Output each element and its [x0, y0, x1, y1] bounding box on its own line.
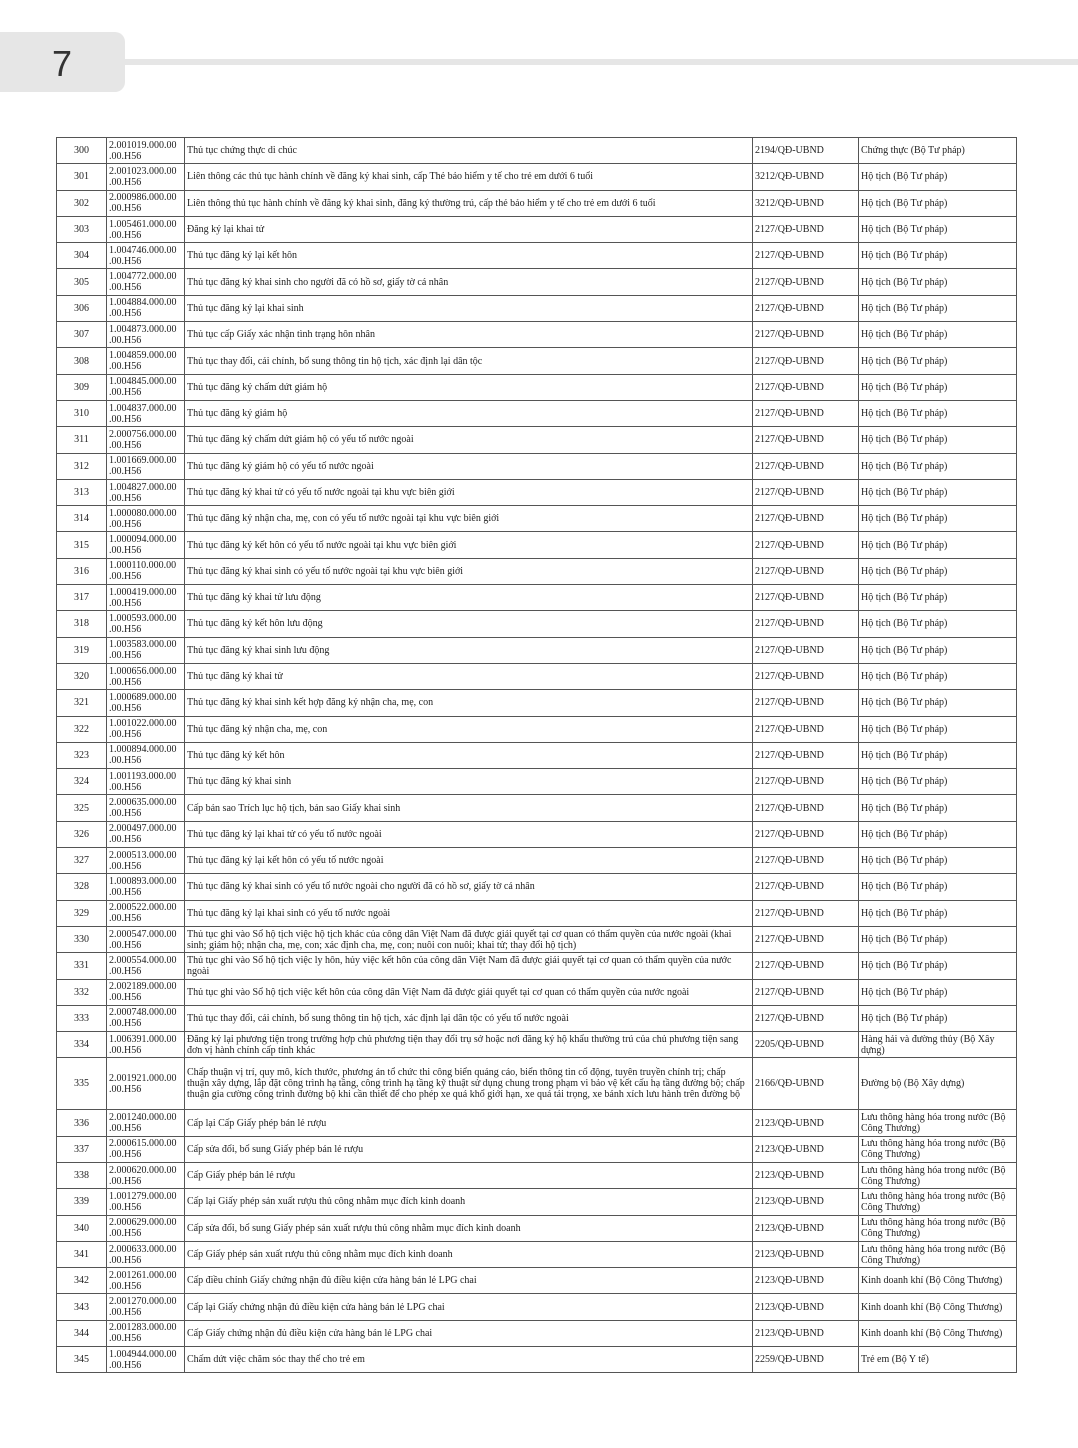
decision-number: 2127/QĐ-UBND — [753, 506, 859, 532]
procedure-field: Kinh doanh khí (Bộ Công Thương) — [859, 1320, 1017, 1346]
row-number: 306 — [57, 295, 107, 321]
procedure-name: Cấp lại Giấy chứng nhận đủ điều kiện cửa hàng bán lẻ LPG chai — [185, 1294, 753, 1320]
procedure-name: Cấp sửa đổi, bổ sung Giấy phép bán lẻ rượu — [185, 1136, 753, 1162]
procedure-field: Hộ tịch (Bộ Tư pháp) — [859, 926, 1017, 952]
procedure-name: Đăng ký lại khai tử — [185, 216, 753, 242]
procedure-field: Hộ tịch (Bộ Tư pháp) — [859, 690, 1017, 716]
procedure-name: Thủ tục thay đổi, cải chính, bổ sung thông tin hộ tịch, xác định lại dân tộc — [185, 348, 753, 374]
table-row — [57, 374, 1017, 400]
procedure-field: Hộ tịch (Bộ Tư pháp) — [859, 953, 1017, 979]
procedure-field: Hộ tịch (Bộ Tư pháp) — [859, 479, 1017, 505]
row-number: 315 — [57, 532, 107, 558]
procedure-field: Lưu thông hàng hóa trong nước (Bộ Công Thương) — [859, 1241, 1017, 1267]
procedure-name: Thủ tục đăng ký khai sinh có yếu tố nước ngoài tại khu vực biên giới — [185, 558, 753, 584]
procedure-name: Chấm dứt việc chăm sóc thay thế cho trẻ em — [185, 1347, 753, 1373]
procedure-code: 1.000656.000.00 .00.H56 — [107, 663, 185, 689]
table-row — [57, 1294, 1017, 1320]
table-row — [57, 611, 1017, 637]
decision-number: 2123/QĐ-UBND — [753, 1215, 859, 1241]
procedure-code: 2.000547.000.00 .00.H56 — [107, 926, 185, 952]
procedure-name: Thủ tục đăng ký kết hôn lưu động — [185, 611, 753, 637]
procedure-code: 1.004772.000.00 .00.H56 — [107, 269, 185, 295]
table-row — [57, 690, 1017, 716]
procedure-name: Liên thông thủ tục hành chính về đăng ký khai sinh, đăng ký thường trú, cấp thẻ bảo hiểm y tế cho trẻ em dưới 6 tuổi — [185, 190, 753, 216]
decision-number: 2259/QĐ-UBND — [753, 1347, 859, 1373]
procedure-name: Thủ tục cấp Giấy xác nhận tình trạng hôn nhân — [185, 322, 753, 348]
decision-number: 2127/QĐ-UBND — [753, 243, 859, 269]
procedure-field: Hộ tịch (Bộ Tư pháp) — [859, 216, 1017, 242]
procedure-field: Hộ tịch (Bộ Tư pháp) — [859, 1005, 1017, 1031]
row-number: 343 — [57, 1294, 107, 1320]
row-number: 310 — [57, 400, 107, 426]
row-number: 322 — [57, 716, 107, 742]
procedure-field: Hộ tịch (Bộ Tư pháp) — [859, 821, 1017, 847]
table-row — [57, 400, 1017, 426]
procedure-name: Thủ tục đăng ký nhận cha, mẹ, con có yếu tố nước ngoài tại khu vực biên giới — [185, 506, 753, 532]
procedure-name: Thủ tục đăng ký lại khai sinh có yếu tố nước ngoài — [185, 900, 753, 926]
decision-number: 2123/QĐ-UBND — [753, 1189, 859, 1215]
table-row — [57, 769, 1017, 795]
procedure-code: 2.000554.000.00 .00.H56 — [107, 953, 185, 979]
table-row — [57, 821, 1017, 847]
table-row — [57, 637, 1017, 663]
row-number: 333 — [57, 1005, 107, 1031]
row-number: 345 — [57, 1347, 107, 1373]
row-number: 309 — [57, 374, 107, 400]
table-row — [57, 953, 1017, 979]
table-row — [57, 453, 1017, 479]
table-row — [57, 1058, 1017, 1110]
procedure-name: Thủ tục đăng ký khai sinh kết hợp đăng ký nhận cha, mẹ, con — [185, 690, 753, 716]
procedure-field: Lưu thông hàng hóa trong nước (Bộ Công Thương) — [859, 1110, 1017, 1136]
row-number: 300 — [57, 138, 107, 164]
procedure-name: Cấp lại Cấp Giấy phép bán lẻ rượu — [185, 1110, 753, 1136]
procedure-name: Thủ tục đăng ký lại kết hôn có yếu tố nước ngoài — [185, 848, 753, 874]
decision-number: 2127/QĐ-UBND — [753, 269, 859, 295]
row-number: 314 — [57, 506, 107, 532]
procedure-field: Lưu thông hàng hóa trong nước (Bộ Công Thương) — [859, 1189, 1017, 1215]
row-number: 325 — [57, 795, 107, 821]
decision-number: 2123/QĐ-UBND — [753, 1294, 859, 1320]
procedure-field: Trẻ em (Bộ Y tế) — [859, 1347, 1017, 1373]
procedure-code: 2.001270.000.00 .00.H56 — [107, 1294, 185, 1320]
decision-number: 2127/QĐ-UBND — [753, 663, 859, 689]
procedure-code: 1.005461.000.00 .00.H56 — [107, 216, 185, 242]
procedure-code: 2.000633.000.00 .00.H56 — [107, 1241, 185, 1267]
procedure-code: 2.000748.000.00 .00.H56 — [107, 1005, 185, 1031]
procedure-field: Hộ tịch (Bộ Tư pháp) — [859, 585, 1017, 611]
procedure-code: 1.004944.000.00 .00.H56 — [107, 1347, 185, 1373]
procedure-name: Thủ tục thay đổi, cải chính, bổ sung thông tin hộ tịch, xác định lại dân tộc có yếu tố nước ngoài — [185, 1005, 753, 1031]
procedure-code: 1.000893.000.00 .00.H56 — [107, 874, 185, 900]
procedure-field: Hộ tịch (Bộ Tư pháp) — [859, 848, 1017, 874]
row-number: 301 — [57, 164, 107, 190]
row-number: 313 — [57, 479, 107, 505]
row-number: 334 — [57, 1032, 107, 1058]
row-number: 312 — [57, 453, 107, 479]
table-row — [57, 1032, 1017, 1058]
decision-number: 2123/QĐ-UBND — [753, 1110, 859, 1136]
row-number: 317 — [57, 585, 107, 611]
table-row — [57, 138, 1017, 164]
row-number: 330 — [57, 926, 107, 952]
procedure-name: Thủ tục đăng ký nhận cha, mẹ, con — [185, 716, 753, 742]
decision-number: 2127/QĐ-UBND — [753, 611, 859, 637]
decision-number: 2127/QĐ-UBND — [753, 821, 859, 847]
row-number: 319 — [57, 637, 107, 663]
row-number: 320 — [57, 663, 107, 689]
procedure-field: Kinh doanh khí (Bộ Công Thương) — [859, 1268, 1017, 1294]
procedure-name: Thủ tục đăng ký khai sinh — [185, 769, 753, 795]
decision-number: 2127/QĐ-UBND — [753, 216, 859, 242]
procedure-field: Hộ tịch (Bộ Tư pháp) — [859, 874, 1017, 900]
table-row — [57, 190, 1017, 216]
row-number: 323 — [57, 742, 107, 768]
procedure-name: Thủ tục ghi vào Sổ hộ tịch việc kết hôn của công dân Việt Nam đã được giải quyết tại cơ quan có thẩm quyền của nước ngoài — [185, 979, 753, 1005]
decision-number: 2127/QĐ-UBND — [753, 585, 859, 611]
row-number: 331 — [57, 953, 107, 979]
decision-number: 2127/QĐ-UBND — [753, 690, 859, 716]
procedure-code: 1.004746.000.00 .00.H56 — [107, 243, 185, 269]
row-number: 326 — [57, 821, 107, 847]
table-row — [57, 742, 1017, 768]
procedures-table-body — [57, 138, 1017, 1373]
procedure-field: Hộ tịch (Bộ Tư pháp) — [859, 295, 1017, 321]
procedure-name: Cấp Giấy phép bán lẻ rượu — [185, 1162, 753, 1188]
row-number: 329 — [57, 900, 107, 926]
row-number: 328 — [57, 874, 107, 900]
row-number: 342 — [57, 1268, 107, 1294]
decision-number: 2123/QĐ-UBND — [753, 1268, 859, 1294]
decision-number: 2123/QĐ-UBND — [753, 1162, 859, 1188]
row-number: 340 — [57, 1215, 107, 1241]
procedure-code: 2.000629.000.00 .00.H56 — [107, 1215, 185, 1241]
procedure-field: Hộ tịch (Bộ Tư pháp) — [859, 400, 1017, 426]
decision-number: 2127/QĐ-UBND — [753, 427, 859, 453]
procedure-code: 2.000986.000.00 .00.H56 — [107, 190, 185, 216]
procedure-code: 1.000593.000.00 .00.H56 — [107, 611, 185, 637]
procedure-name: Thủ tục đăng ký khai tử có yếu tố nước ngoài tại khu vực biên giới — [185, 479, 753, 505]
procedure-field: Hộ tịch (Bộ Tư pháp) — [859, 532, 1017, 558]
decision-number: 2127/QĐ-UBND — [753, 716, 859, 742]
table-row — [57, 1320, 1017, 1346]
header-rule — [125, 59, 1078, 65]
procedure-code: 1.001669.000.00 .00.H56 — [107, 453, 185, 479]
procedure-name: Thủ tục đăng ký giám hộ có yếu tố nước ngoài — [185, 453, 753, 479]
procedure-field: Lưu thông hàng hóa trong nước (Bộ Công Thương) — [859, 1136, 1017, 1162]
procedure-code: 2.000513.000.00 .00.H56 — [107, 848, 185, 874]
procedure-name: Thủ tục ghi vào Sổ hộ tịch việc hộ tịch khác của công dân Việt Nam đã được giải quyết tại cơ quan có thẩm quyền của nước ngoài (khai sinh; giám hộ; nhận cha, mẹ, con; xác định cha, mẹ, con; nuôi con nuôi; khai tử; thay đổi hộ tịch) — [185, 926, 753, 952]
procedure-code: 1.001022.000.00 .00.H56 — [107, 716, 185, 742]
row-number: 302 — [57, 190, 107, 216]
procedure-code: 1.003583.000.00 .00.H56 — [107, 637, 185, 663]
procedure-code: 1.004837.000.00 .00.H56 — [107, 400, 185, 426]
procedure-name: Cấp lại Giấy phép sản xuất rượu thủ công nhằm mục đích kinh doanh — [185, 1189, 753, 1215]
decision-number: 2166/QĐ-UBND — [753, 1058, 859, 1110]
decision-number: 2123/QĐ-UBND — [753, 1320, 859, 1346]
decision-number: 3212/QĐ-UBND — [753, 164, 859, 190]
table-row — [57, 216, 1017, 242]
procedure-code: 2.000497.000.00 .00.H56 — [107, 821, 185, 847]
decision-number: 2127/QĐ-UBND — [753, 479, 859, 505]
row-number: 308 — [57, 348, 107, 374]
procedure-code: 1.000094.000.00 .00.H56 — [107, 532, 185, 558]
procedure-name: Thủ tục đăng ký khai sinh có yếu tố nước ngoài cho người đã có hồ sơ, giấy tờ cá nhân — [185, 874, 753, 900]
procedure-name: Thủ tục đăng ký lại kết hôn — [185, 243, 753, 269]
table-row — [57, 558, 1017, 584]
table-row — [57, 1136, 1017, 1162]
procedure-field: Hộ tịch (Bộ Tư pháp) — [859, 348, 1017, 374]
decision-number: 2127/QĐ-UBND — [753, 558, 859, 584]
procedure-field: Hộ tịch (Bộ Tư pháp) — [859, 506, 1017, 532]
table-row — [57, 269, 1017, 295]
table-row — [57, 1110, 1017, 1136]
decision-number: 2194/QĐ-UBND — [753, 138, 859, 164]
decision-number: 2127/QĐ-UBND — [753, 953, 859, 979]
procedure-name: Liên thông các thủ tục hành chính về đăng ký khai sinh, cấp Thẻ bảo hiểm y tế cho trẻ em dưới 6 tuổi — [185, 164, 753, 190]
procedure-code: 1.000080.000.00 .00.H56 — [107, 506, 185, 532]
procedure-name: Thủ tục đăng ký kết hôn có yếu tố nước ngoài tại khu vực biên giới — [185, 532, 753, 558]
table-row — [57, 1241, 1017, 1267]
procedure-name: Cấp sửa đổi, bổ sung Giấy phép sản xuất rượu thủ công nhằm mục đích kinh doanh — [185, 1215, 753, 1241]
procedure-name: Thủ tục đăng ký chấm dứt giám hộ — [185, 374, 753, 400]
row-number: 316 — [57, 558, 107, 584]
procedure-field: Lưu thông hàng hóa trong nước (Bộ Công Thương) — [859, 1215, 1017, 1241]
table-row — [57, 348, 1017, 374]
procedure-name: Thủ tục đăng ký khai sinh cho người đã có hồ sơ, giấy tờ cá nhân — [185, 269, 753, 295]
procedure-code: 1.004873.000.00 .00.H56 — [107, 322, 185, 348]
decision-number: 2127/QĐ-UBND — [753, 322, 859, 348]
table-row — [57, 663, 1017, 689]
table-row — [57, 295, 1017, 321]
procedure-code: 1.000894.000.00 .00.H56 — [107, 742, 185, 768]
decision-number: 2127/QĐ-UBND — [753, 742, 859, 768]
table-row — [57, 716, 1017, 742]
procedure-name: Thủ tục đăng ký lại khai sinh — [185, 295, 753, 321]
procedure-name: Thủ tục đăng ký kết hôn — [185, 742, 753, 768]
row-number: 327 — [57, 848, 107, 874]
row-number: 336 — [57, 1110, 107, 1136]
decision-number: 2127/QĐ-UBND — [753, 1005, 859, 1031]
procedure-field: Chứng thực (Bộ Tư pháp) — [859, 138, 1017, 164]
decision-number: 2127/QĐ-UBND — [753, 348, 859, 374]
table-row — [57, 532, 1017, 558]
procedure-name: Thủ tục đăng ký giám hộ — [185, 400, 753, 426]
procedure-name: Đăng ký lại phương tiện trong trường hợp chủ phương tiện thay đổi trụ sở hoặc nơi đăng ký hộ khẩu thường trú của chủ phương tiện sang đơn vị hành chính cấp tỉnh khác — [185, 1032, 753, 1058]
procedure-name: Thủ tục đăng ký lại khai tử có yếu tố nước ngoài — [185, 821, 753, 847]
procedure-field: Hộ tịch (Bộ Tư pháp) — [859, 322, 1017, 348]
table-row — [57, 585, 1017, 611]
decision-number: 2127/QĐ-UBND — [753, 532, 859, 558]
decision-number: 2127/QĐ-UBND — [753, 795, 859, 821]
procedure-field: Hộ tịch (Bộ Tư pháp) — [859, 453, 1017, 479]
table-row — [57, 979, 1017, 1005]
procedure-name: Cấp điều chỉnh Giấy chứng nhận đủ điều kiện cửa hàng bán lẻ LPG chai — [185, 1268, 753, 1294]
decision-number: 2127/QĐ-UBND — [753, 374, 859, 400]
decision-number: 2127/QĐ-UBND — [753, 637, 859, 663]
row-number: 337 — [57, 1136, 107, 1162]
procedure-code: 2.001283.000.00 .00.H56 — [107, 1320, 185, 1346]
table-row — [57, 506, 1017, 532]
decision-number: 2127/QĐ-UBND — [753, 900, 859, 926]
procedure-code: 2.000615.000.00 .00.H56 — [107, 1136, 185, 1162]
table-row — [57, 164, 1017, 190]
procedure-name: Thủ tục chứng thực di chúc — [185, 138, 753, 164]
row-number: 332 — [57, 979, 107, 1005]
table-row — [57, 427, 1017, 453]
row-number: 335 — [57, 1058, 107, 1110]
decision-number: 2127/QĐ-UBND — [753, 979, 859, 1005]
procedure-field: Hộ tịch (Bộ Tư pháp) — [859, 769, 1017, 795]
row-number: 341 — [57, 1241, 107, 1267]
decision-number: 2127/QĐ-UBND — [753, 453, 859, 479]
procedure-code: 1.004845.000.00 .00.H56 — [107, 374, 185, 400]
procedure-code: 2.000620.000.00 .00.H56 — [107, 1162, 185, 1188]
table-row — [57, 926, 1017, 952]
table-row — [57, 1268, 1017, 1294]
row-number: 303 — [57, 216, 107, 242]
procedure-name: Thủ tục đăng ký khai sinh lưu động — [185, 637, 753, 663]
procedure-field: Hộ tịch (Bộ Tư pháp) — [859, 742, 1017, 768]
table-row — [57, 1215, 1017, 1241]
procedure-code: 1.006391.000.00 .00.H56 — [107, 1032, 185, 1058]
decision-number: 2127/QĐ-UBND — [753, 769, 859, 795]
procedure-code: 2.001023.000.00 .00.H56 — [107, 164, 185, 190]
procedure-name: Chấp thuận vị trí, quy mô, kích thước, phương án tổ chức thi công biển quảng cáo, biển thông tin cổ động, tuyên truyền chính trị; chấp thuận xây dựng, lắp đặt công trình hạ tầng, công trình hạ tầng kỹ thuật sử dụng chung trong phạm vi bảo vệ kết cấu hạ tầng đường bộ; chấp thuận gia cường công trình đường bộ khi cần thiết để cho phép xe quá khổ giới hạn, xe quá tải trọng, xe bánh xích lưu hành trên đường bộ — [185, 1058, 753, 1110]
decision-number: 2205/QĐ-UBND — [753, 1032, 859, 1058]
decision-number: 2123/QĐ-UBND — [753, 1136, 859, 1162]
procedure-name: Thủ tục đăng ký khai tử lưu động — [185, 585, 753, 611]
procedure-field: Hộ tịch (Bộ Tư pháp) — [859, 663, 1017, 689]
table-row — [57, 900, 1017, 926]
row-number: 304 — [57, 243, 107, 269]
decision-number: 2127/QĐ-UBND — [753, 848, 859, 874]
row-number: 338 — [57, 1162, 107, 1188]
row-number: 318 — [57, 611, 107, 637]
procedure-code: 1.000110.000.00 .00.H56 — [107, 558, 185, 584]
procedure-code: 1.004859.000.00 .00.H56 — [107, 348, 185, 374]
procedure-field: Hộ tịch (Bộ Tư pháp) — [859, 190, 1017, 216]
decision-number: 2127/QĐ-UBND — [753, 926, 859, 952]
procedure-code: 1.004827.000.00 .00.H56 — [107, 479, 185, 505]
procedure-code: 2.001019.000.00 .00.H56 — [107, 138, 185, 164]
procedure-code: 2.000522.000.00 .00.H56 — [107, 900, 185, 926]
procedure-field: Hộ tịch (Bộ Tư pháp) — [859, 427, 1017, 453]
procedure-name: Thủ tục đăng ký chấm dứt giám hộ có yếu tố nước ngoài — [185, 427, 753, 453]
table-row — [57, 322, 1017, 348]
table-row — [57, 1189, 1017, 1215]
procedure-code: 2.000756.000.00 .00.H56 — [107, 427, 185, 453]
row-number: 339 — [57, 1189, 107, 1215]
procedure-field: Hộ tịch (Bộ Tư pháp) — [859, 558, 1017, 584]
procedure-field: Hộ tịch (Bộ Tư pháp) — [859, 979, 1017, 1005]
procedure-field: Hộ tịch (Bộ Tư pháp) — [859, 164, 1017, 190]
decision-number: 3212/QĐ-UBND — [753, 190, 859, 216]
procedure-field: Hộ tịch (Bộ Tư pháp) — [859, 795, 1017, 821]
procedure-code: 1.000689.000.00 .00.H56 — [107, 690, 185, 716]
procedure-name: Cấp Giấy phép sản xuất rượu thủ công nhằm mục đích kinh doanh — [185, 1241, 753, 1267]
decision-number: 2127/QĐ-UBND — [753, 400, 859, 426]
procedure-field: Hộ tịch (Bộ Tư pháp) — [859, 243, 1017, 269]
procedure-code: 1.001193.000.00 .00.H56 — [107, 769, 185, 795]
procedure-name: Cấp Giấy chứng nhận đủ điều kiện cửa hàng bán lẻ LPG chai — [185, 1320, 753, 1346]
procedure-code: 2.000635.000.00 .00.H56 — [107, 795, 185, 821]
procedures-table — [56, 137, 1017, 1373]
procedure-field: Hộ tịch (Bộ Tư pháp) — [859, 611, 1017, 637]
procedure-code: 1.001279.000.00 .00.H56 — [107, 1189, 185, 1215]
decision-number: 2123/QĐ-UBND — [753, 1241, 859, 1267]
row-number: 321 — [57, 690, 107, 716]
procedure-field: Đường bộ (Bộ Xây dựng) — [859, 1058, 1017, 1110]
procedure-field: Hộ tịch (Bộ Tư pháp) — [859, 374, 1017, 400]
table-row — [57, 479, 1017, 505]
procedure-code: 2.001240.000.00 .00.H56 — [107, 1110, 185, 1136]
table-row — [57, 874, 1017, 900]
procedure-code: 2.001921.000.00 .00.H56 — [107, 1058, 185, 1110]
procedure-field: Kinh doanh khí (Bộ Công Thương) — [859, 1294, 1017, 1320]
procedure-field: Hộ tịch (Bộ Tư pháp) — [859, 900, 1017, 926]
procedure-field: Hộ tịch (Bộ Tư pháp) — [859, 269, 1017, 295]
row-number: 305 — [57, 269, 107, 295]
row-number: 324 — [57, 769, 107, 795]
row-number: 307 — [57, 322, 107, 348]
table-row — [57, 1162, 1017, 1188]
procedure-code: 2.002189.000.00 .00.H56 — [107, 979, 185, 1005]
procedure-field: Hộ tịch (Bộ Tư pháp) — [859, 637, 1017, 663]
procedure-code: 1.004884.000.00 .00.H56 — [107, 295, 185, 321]
procedure-name: Thủ tục đăng ký khai tử — [185, 663, 753, 689]
procedure-name: Cấp bản sao Trích lục hộ tịch, bản sao Giấy khai sinh — [185, 795, 753, 821]
procedure-field: Hàng hải và đường thủy (Bộ Xây dựng) — [859, 1032, 1017, 1058]
procedure-code: 2.001261.000.00 .00.H56 — [107, 1268, 185, 1294]
row-number: 311 — [57, 427, 107, 453]
decision-number: 2127/QĐ-UBND — [753, 874, 859, 900]
table-row — [57, 848, 1017, 874]
table-row — [57, 1005, 1017, 1031]
procedure-code: 1.000419.000.00 .00.H56 — [107, 585, 185, 611]
page-number: 7 — [52, 43, 73, 84]
decision-number: 2127/QĐ-UBND — [753, 295, 859, 321]
table-row — [57, 795, 1017, 821]
procedure-field: Lưu thông hàng hóa trong nước (Bộ Công Thương) — [859, 1162, 1017, 1188]
row-number: 344 — [57, 1320, 107, 1346]
table-row — [57, 1347, 1017, 1373]
table-row — [57, 243, 1017, 269]
procedure-field: Hộ tịch (Bộ Tư pháp) — [859, 716, 1017, 742]
procedure-name: Thủ tục ghi vào Sổ hộ tịch việc ly hôn, hủy việc kết hôn của công dân Việt Nam đã được giải quyết tại cơ quan có thẩm quyền của nước ngoài — [185, 953, 753, 979]
